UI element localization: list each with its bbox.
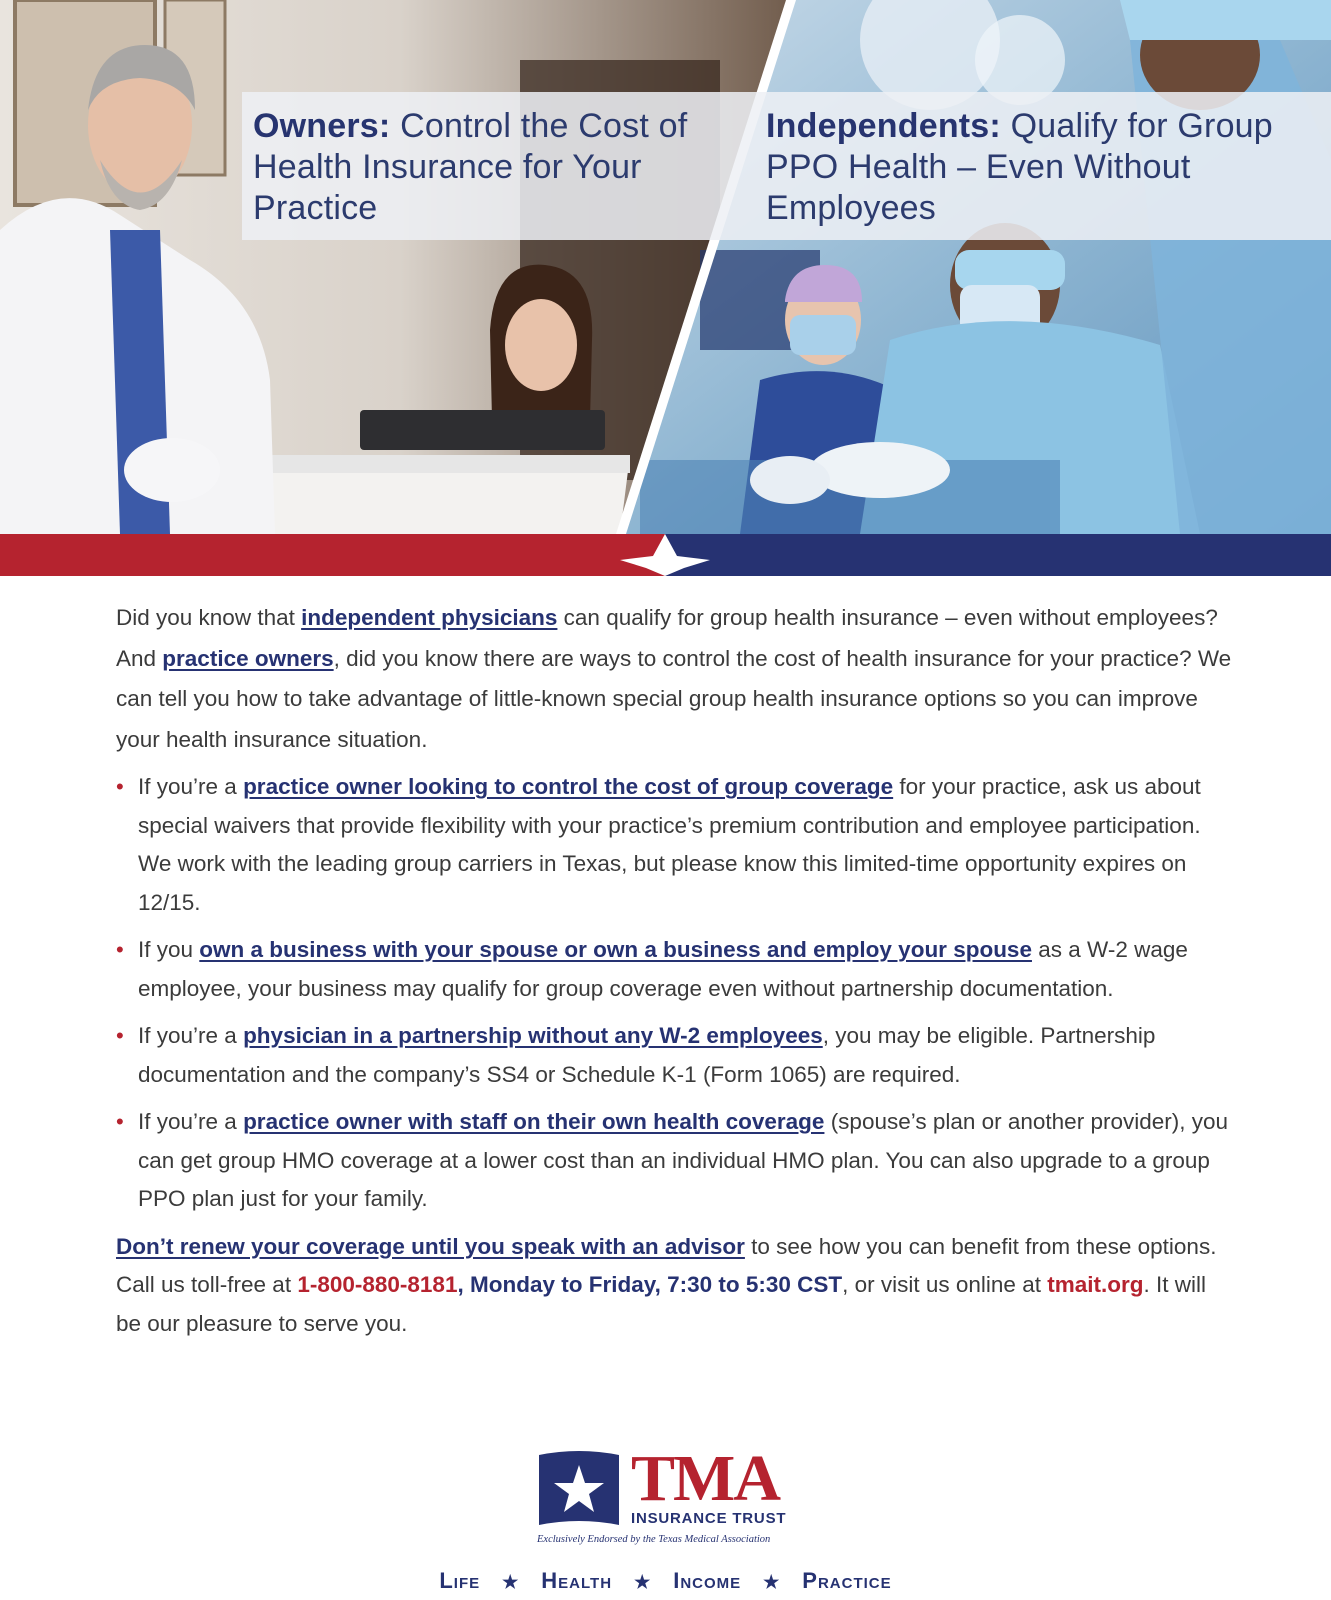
list-item — [116, 931, 1236, 1008]
website-link[interactable]: tmait.org — [1047, 1272, 1144, 1297]
star-icon: ★ — [634, 1572, 652, 1592]
independents-headline — [766, 106, 1326, 229]
logo-endorsement: Exclusively Endorsed by the Texas Medical Association — [537, 1534, 771, 1545]
intro-text-3: , did you know there are ways to control the cost of health insurance for your practice? We can tell you how to take advantage of little-known special group health insurance options so you can improve your health insurance situation. — [116, 645, 1232, 752]
intro-paragraph — [116, 598, 1236, 760]
bullet-text: If you — [138, 937, 200, 962]
list-item — [116, 1017, 1236, 1094]
hero-banner — [0, 0, 1331, 534]
independent-physicians-link[interactable]: independent physicians — [301, 605, 558, 630]
tagline — [0, 1568, 1331, 1594]
owners-label: Owners: — [253, 107, 391, 145]
tagline-income: Income — [673, 1568, 742, 1593]
navy-stripe — [665, 534, 1331, 576]
hero-photo-collage — [0, 0, 1331, 534]
bullet-text: If you’re a — [138, 1023, 244, 1048]
tagline-practice: Practice — [802, 1568, 892, 1593]
star-icon: ★ — [763, 1572, 781, 1592]
spouse-business-link[interactable]: own a business with your spouse or own a business and employ your spouse — [199, 937, 1032, 962]
closing-text-2: , or visit us online at — [842, 1272, 1048, 1297]
bullet-text: , you may be eligible. Partnership documentation and the company’s SS4 or Schedule K-1 (Form 1065) are required. — [138, 1023, 1156, 1087]
staff-own-coverage-link[interactable]: practice owner with staff on their own health coverage — [243, 1109, 825, 1134]
bullet-text: as a W-2 wage employee, your business may qualify for group coverage even without partnership documentation. — [138, 937, 1188, 1001]
body-content — [116, 598, 1236, 1343]
office-hours: , Monday to Friday, 7:30 to 5:30 CST — [457, 1272, 843, 1297]
owners-headline-text: Control the Cost of Health Insurance for Your Practice — [253, 107, 688, 227]
list-item — [116, 1103, 1236, 1219]
control-cost-link[interactable]: practice owner looking to control the cost of group coverage — [243, 774, 894, 799]
closing-text-3: . It will be our pleasure to serve you. — [116, 1272, 1206, 1336]
tma-logo — [537, 1442, 797, 1548]
logo-subtitle: INSURANCE TRUST — [631, 1510, 787, 1527]
logo-name: TMA — [631, 1442, 779, 1515]
bullet-text: for your practice, ask us about special waivers that provide flexibility with your practice’s premium contribution and employee participation. We work with the leading group carriers in Texas, but please know this limited-time opportunity expires on 12/15. — [138, 774, 1201, 915]
red-stripe — [0, 534, 665, 576]
speak-with-advisor-link[interactable]: Don’t renew your coverage until you speak with an advisor — [116, 1233, 745, 1259]
independents-label: Independents: — [766, 107, 1001, 145]
options-list — [116, 768, 1236, 1219]
list-item — [116, 768, 1236, 922]
intro-text-1: Did you know that — [116, 605, 302, 630]
bullet-text: (spouse’s plan or another provider), you can get group HMO coverage at a lower cost than an individual HMO plan. You can also upgrade to a group PPO plan just for your family. — [138, 1109, 1228, 1211]
practice-owners-link[interactable]: practice owners — [162, 645, 334, 671]
intro-text-2: can qualify for group health insurance – even without employees? And — [116, 605, 1218, 671]
tagline-life: Life — [439, 1568, 481, 1593]
flag-stripe-banner — [0, 534, 1331, 576]
bullet-text: If you’re a — [138, 1109, 244, 1134]
tagline-health: Health — [541, 1568, 613, 1593]
phone-number[interactable]: 1-800-880-8181 — [297, 1272, 458, 1297]
texas-flag-icon — [537, 1451, 621, 1529]
closing-paragraph — [116, 1228, 1236, 1344]
star-icon: ★ — [502, 1572, 520, 1592]
independents-headline-text: Qualify for Group PPO Health – Even Without Employees — [766, 107, 1273, 227]
owners-headline — [253, 106, 723, 229]
bullet-text: If you’re a — [138, 774, 244, 799]
partnership-physician-link[interactable]: physician in a partnership without any W-2 employees — [243, 1023, 823, 1048]
closing-text-1: to see how you can benefit from these options. Call us toll-free at — [116, 1233, 1217, 1297]
